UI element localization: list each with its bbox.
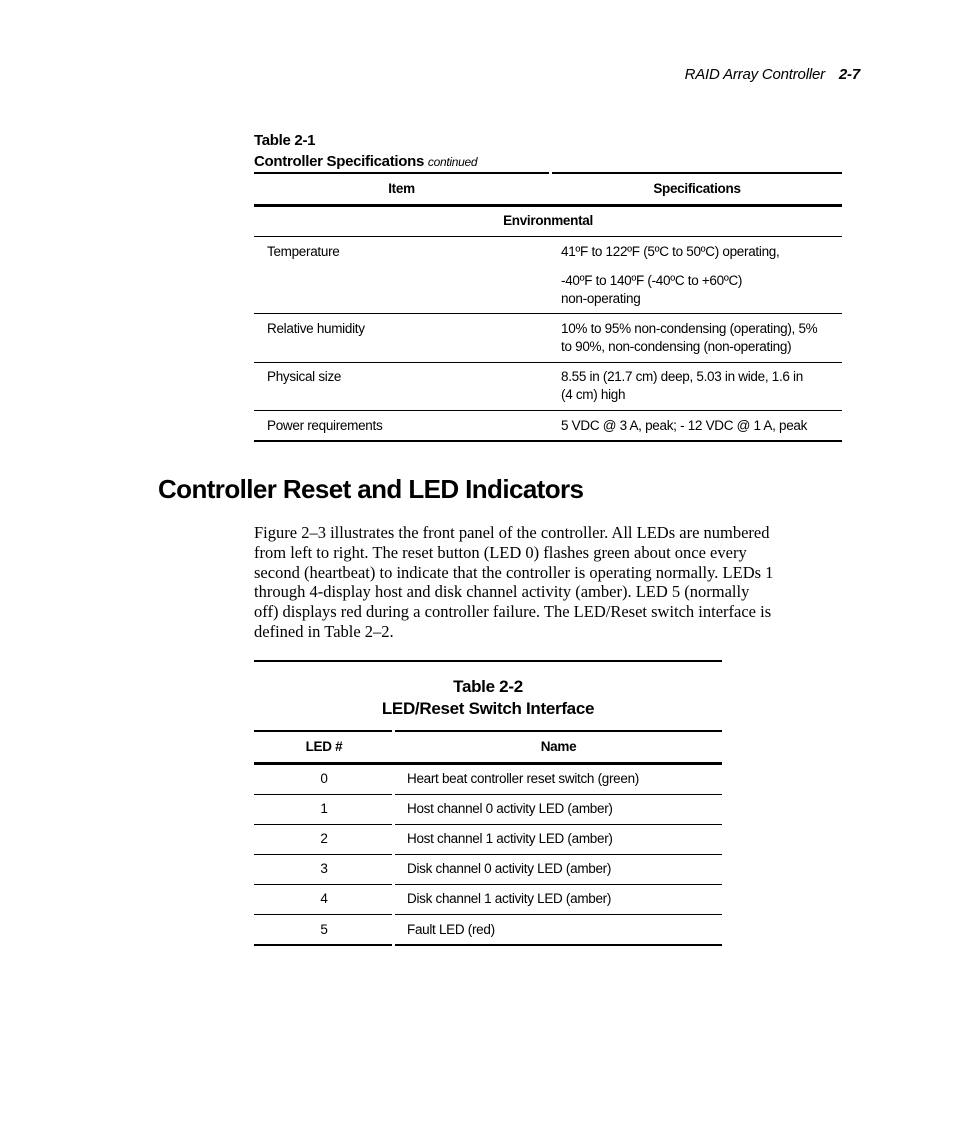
paragraph-line: from left to right. The reset button (LED 0) flashes green about once every [254, 542, 747, 562]
table-rule [254, 824, 392, 825]
spec-line: 41ºF to 122ºF (5ºC to 50ºC) operating, [561, 244, 780, 259]
table-2-1-caption [254, 130, 477, 173]
group-header-environmental: Environmental [503, 213, 593, 228]
table-rule [395, 824, 722, 825]
table-rule [254, 884, 392, 885]
led-name: Host channel 1 activity LED (amber) [407, 831, 613, 846]
table-rule [395, 794, 722, 795]
page-number: 2-7 [838, 66, 860, 83]
table-rule [254, 440, 842, 442]
table-rule [254, 172, 549, 174]
table-2-1-label: Table 2-1 [254, 132, 316, 149]
table-cell-item: Temperature [267, 244, 340, 259]
table-rule [254, 313, 842, 314]
table-cell-spec [561, 417, 836, 435]
table-rule [395, 944, 722, 946]
spec-line: -40ºF to 140ºF (-40ºC to +60ºC) [561, 273, 743, 288]
table-2-2-title: LED/Reset Switch Interface [381, 699, 595, 718]
table-cell-spec [561, 243, 836, 308]
led-name: Heart beat controller reset switch (green) [407, 771, 640, 786]
section-heading: Controller Reset and LED Indicators [158, 474, 584, 504]
led-name: Host channel 0 activity LED (amber) [407, 801, 613, 816]
paragraph-line: Figure 2–3 illustrates the front panel of the controller. All LEDs are numbered [254, 523, 770, 542]
table-cell-item: Physical size [267, 369, 342, 384]
spec-line: non-operating [561, 291, 641, 306]
led-name: Fault LED (red) [407, 922, 495, 937]
led-number: 2 [320, 831, 328, 846]
table-rule [254, 762, 722, 765]
table-rule [254, 854, 392, 855]
running-header [685, 66, 860, 83]
spec-line: 5 VDC @ 3 A, peak; - 12 VDC @ 1 A, peak [561, 418, 808, 433]
table-rule [395, 854, 722, 855]
paragraph-line: defined in Table 2–2. [254, 621, 394, 641]
led-number: 3 [320, 861, 328, 876]
table-2-2-caption [254, 676, 722, 720]
table-rule [254, 204, 842, 207]
table-2-1-title: Controller Specifications [254, 153, 425, 170]
table-rule [254, 944, 392, 946]
table-rule [254, 794, 392, 795]
table-cell-spec [561, 320, 836, 356]
table-rule [254, 236, 842, 237]
running-header-title: RAID Array Controller [684, 66, 825, 83]
spec-line: 8.55 in (21.7 cm) deep, 5.03 in wide, 1.6 in [561, 369, 803, 384]
led-number: 4 [320, 891, 328, 906]
table-2-1-continued: continued [427, 155, 478, 169]
paragraph-line: through 4-display host and disk channel activity (amber). LED 5 (normally [254, 582, 750, 602]
table-cell-item: Power requirements [267, 418, 383, 433]
led-number: 5 [320, 922, 328, 937]
table-cell-item: Relative humidity [267, 321, 365, 336]
body-paragraph [254, 523, 829, 642]
table-rule [395, 730, 722, 732]
spec-line: 10% to 95% non-condensing (operating), 5% [561, 321, 818, 336]
table-rule [395, 914, 722, 915]
paragraph-line: second (heartbeat) to indicate that the controller is operating normally. LEDs 1 [254, 562, 774, 582]
table-rule [395, 884, 722, 885]
led-name: Disk channel 0 activity LED (amber) [407, 861, 612, 876]
column-header-name: Name [540, 739, 577, 754]
led-number: 0 [320, 771, 328, 786]
led-name: Disk channel 1 activity LED (amber) [407, 891, 612, 906]
spec-line: to 90%, non-condensing (non-operating) [561, 339, 792, 354]
table-rule [254, 914, 392, 915]
column-header-led: LED # [305, 739, 343, 754]
column-header-specifications: Specifications [653, 181, 741, 196]
paragraph-line: off) displays red during a controller failure. The LED/Reset switch interface is [254, 602, 772, 622]
led-number: 1 [320, 801, 328, 816]
table-rule [254, 660, 722, 662]
table-rule [254, 410, 842, 411]
table-rule [552, 172, 842, 174]
table-rule [254, 362, 842, 363]
column-header-item: Item [388, 181, 415, 196]
table-2-2-label: Table 2-2 [453, 677, 523, 696]
spec-line: (4 cm) high [561, 387, 626, 402]
table-cell-spec [561, 368, 836, 404]
table-rule [254, 730, 392, 732]
